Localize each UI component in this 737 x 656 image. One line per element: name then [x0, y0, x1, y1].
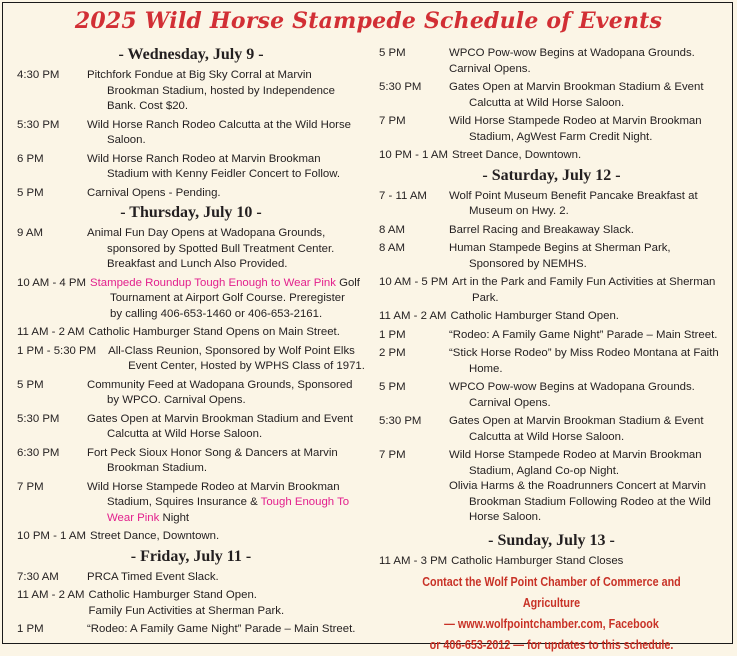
event-entry — [17, 378, 365, 409]
event-description: Carnival Opens - Pending. — [87, 186, 221, 199]
event-description: “Rodeo: A Family Game Night” Parade – Main Street. — [449, 328, 718, 341]
event-description: WPCO Pow-wow Begins at Wadopana Grounds. Carnival Opens. — [449, 47, 695, 75]
event-time: 6:30 PM — [17, 446, 60, 459]
event-time: 2 PM — [379, 347, 406, 359]
event-entry — [17, 68, 365, 115]
event-entry — [17, 276, 365, 323]
event-description: “Rodeo: A Family Game Night” Parade – Main Street. — [87, 623, 356, 635]
event-time: 8 AM — [379, 242, 405, 254]
event-entry — [379, 46, 724, 77]
event-time: 5:30 PM — [17, 118, 60, 131]
contact-info — [403, 572, 700, 656]
event-time: 7 PM — [17, 480, 44, 493]
event-description: Catholic Hamburger Stand Open. Family Fun Activities at Sherman Park. — [88, 589, 285, 617]
event-time: 11 AM - 2 AM — [379, 310, 447, 322]
day-heading-wednesday: - Wednesday, July 9 - — [118, 46, 264, 63]
event-entry — [379, 554, 724, 570]
event-description: Human Stampede Begins at Sherman Park, Sponsored by NEMHS. — [449, 242, 671, 270]
event-time: 7:30 AM — [17, 570, 59, 583]
event-time: 7 PM — [379, 449, 406, 461]
event-time: 9 AM — [17, 227, 43, 239]
highlight-text: Wear Pink — [107, 511, 160, 524]
event-description: Pitchfork Fondue at Big Sky Corral at Marvin Brookman Stadium, hosted by Independence Bank. Cost $20. — [87, 69, 335, 112]
event-description: Animal Fun Day Opens at Wadopana Grounds, sponsored by Spotted Bull Treatment Center. Breakfast and Lunch Also Provided. — [87, 227, 335, 270]
event-entry — [17, 446, 365, 477]
schedule-column-left — [17, 46, 365, 641]
event-entry — [379, 414, 724, 445]
event-description: Wolf Point Museum Benefit Pancake Breakfast at Museum on Hwy. 2. — [449, 189, 698, 217]
event-description: Stampede Roundup Tough Enough to Wear Pink Golf Tournament at Airport Golf Course. Preregister by calling 406-653-1460 or 406-653-2161. — [90, 276, 360, 320]
event-time: 1 PM — [17, 623, 44, 635]
event-time: 5 PM — [379, 47, 406, 59]
event-entry — [379, 148, 724, 164]
event-description: Fort Peck Sioux Honor Song & Dancers at Marvin Brookman Stadium. — [87, 446, 338, 474]
event-entry — [379, 241, 724, 272]
event-description: Catholic Hamburger Stand Opens on Main Street. — [88, 326, 340, 338]
event-entry — [379, 275, 724, 306]
event-entry — [379, 189, 724, 220]
event-entry — [17, 325, 365, 341]
event-time: 11 AM - 2 AM — [17, 589, 85, 601]
event-time: 6 PM — [17, 152, 44, 165]
event-time: 10 PM - 1 AM — [379, 149, 448, 161]
event-description: PRCA Timed Event Slack. — [87, 570, 219, 583]
highlight-text: Stampede Roundup Tough Enough to Wear Pink — [90, 276, 336, 289]
event-time: 5 PM — [379, 381, 406, 393]
event-time: 5:30 PM — [17, 412, 60, 425]
event-entry — [379, 80, 724, 111]
event-description: Wild Horse Stampede Rodeo at Marvin Brookman Stadium, Squires Insurance & Tough Enough To Wear Pink Night — [87, 480, 350, 524]
event-description: Art in the Park and Family Fun Activities at Sherman Park. — [452, 276, 716, 304]
event-time: 11 AM - 3 PM — [379, 554, 448, 567]
day-heading-thursday: - Thursday, July 10 - — [120, 204, 262, 221]
event-entry — [17, 622, 365, 638]
page-title: 2025 Wild Horse Stampede Schedule of Events — [74, 8, 663, 34]
event-description: Wild Horse Stampede Rodeo at Marvin Brookman Stadium, AgWest Farm Credit Night. — [449, 115, 702, 143]
event-entry — [17, 118, 365, 149]
event-time: 8 AM — [379, 223, 405, 236]
event-entry — [379, 380, 724, 411]
event-entry — [379, 309, 724, 325]
event-time: 10 PM - 1 AM — [17, 530, 86, 542]
event-entry — [17, 186, 365, 202]
event-description: Catholic Hamburger Stand Open. — [450, 310, 619, 322]
event-description: Wild Horse Ranch Rodeo Calcutta at the Wild Horse Saloon. — [87, 118, 351, 146]
event-description: WPCO Pow-wow Begins at Wadopana Grounds. Carnival Opens. — [449, 381, 695, 409]
event-description: Gates Open at Marvin Brookman Stadium & Event Calcutta at Wild Horse Saloon. — [449, 81, 704, 109]
event-description: All-Class Reunion, Sponsored by Wolf Point Elks Event Center, Hosted by WPHS Class of 1971. — [108, 344, 365, 372]
event-entry — [17, 588, 365, 619]
event-time: 10 AM - 5 PM — [379, 276, 448, 288]
day-heading-sunday: - Sunday, July 13 - — [488, 531, 615, 549]
event-description: Gates Open at Marvin Brookman Stadium & Event Calcutta at Wild Horse Saloon. — [449, 415, 704, 443]
event-entry — [379, 448, 724, 526]
event-time: 4:30 PM — [17, 69, 60, 81]
event-entry — [17, 152, 365, 183]
event-time: 10 AM - 4 PM — [17, 276, 86, 289]
event-description: Wild Horse Ranch Rodeo at Marvin Brookman Stadium with Kenny Feidler Concert to Follow. — [87, 152, 340, 180]
day-heading-friday: - Friday, July 11 - — [130, 547, 252, 565]
event-time: 7 PM — [379, 115, 406, 127]
event-entry — [17, 226, 365, 273]
event-time: 5:30 PM — [379, 415, 422, 427]
event-description: Street Dance, Downtown. — [90, 530, 220, 542]
event-entry — [17, 570, 365, 586]
event-time: 5 PM — [17, 186, 44, 199]
contact-phone: or 406-653-2012 — for updates to this schedule. — [429, 638, 674, 652]
event-time: 5:30 PM — [379, 81, 422, 93]
event-entry — [17, 480, 365, 527]
event-time: 1 PM — [379, 328, 406, 341]
contact-website: — www.wolfpointchamber.com, Facebook — [444, 617, 659, 631]
event-description: Community Feed at Wadopana Grounds, Sponsored by WPCO. Carnival Opens. — [87, 378, 353, 406]
event-description: Barrel Racing and Breakaway Slack. — [449, 223, 634, 236]
event-description: Gates Open at Marvin Brookman Stadium and Event Calcutta at Wild Horse Saloon. — [87, 412, 353, 440]
event-time: 7 - 11 AM — [379, 189, 427, 202]
event-description: Street Dance, Downtown. — [452, 149, 582, 161]
event-entry — [379, 328, 724, 344]
day-heading-saturday: - Saturday, July 12 - — [482, 166, 621, 184]
event-time: 11 AM - 2 AM — [17, 326, 85, 338]
event-entry — [17, 344, 365, 375]
event-description: Catholic Hamburger Stand Closes — [451, 554, 624, 567]
event-time: 1 PM - 5:30 PM — [17, 344, 97, 357]
contact-line: Contact the Wolf Point Chamber of Commerce and Agriculture — [422, 575, 681, 610]
event-description: Wild Horse Stampede Rodeo at Marvin Brookman Stadium, Agland Co-op Night. Olivia Harms & the Roadrunners Concert at Marvin Brookman Stadium Following Rodeo at the Wild Horse Saloon. — [449, 449, 711, 523]
event-description: “Stick Horse Rodeo” by Miss Rodeo Montana at Faith Home. — [449, 347, 719, 375]
event-entry — [379, 223, 724, 239]
event-time: 5 PM — [17, 378, 44, 391]
event-entry — [17, 529, 365, 545]
event-entry — [17, 412, 365, 443]
schedule-column-right — [379, 46, 724, 572]
highlight-text: Tough Enough To — [260, 496, 350, 508]
event-entry — [379, 114, 724, 145]
event-entry — [379, 346, 724, 377]
